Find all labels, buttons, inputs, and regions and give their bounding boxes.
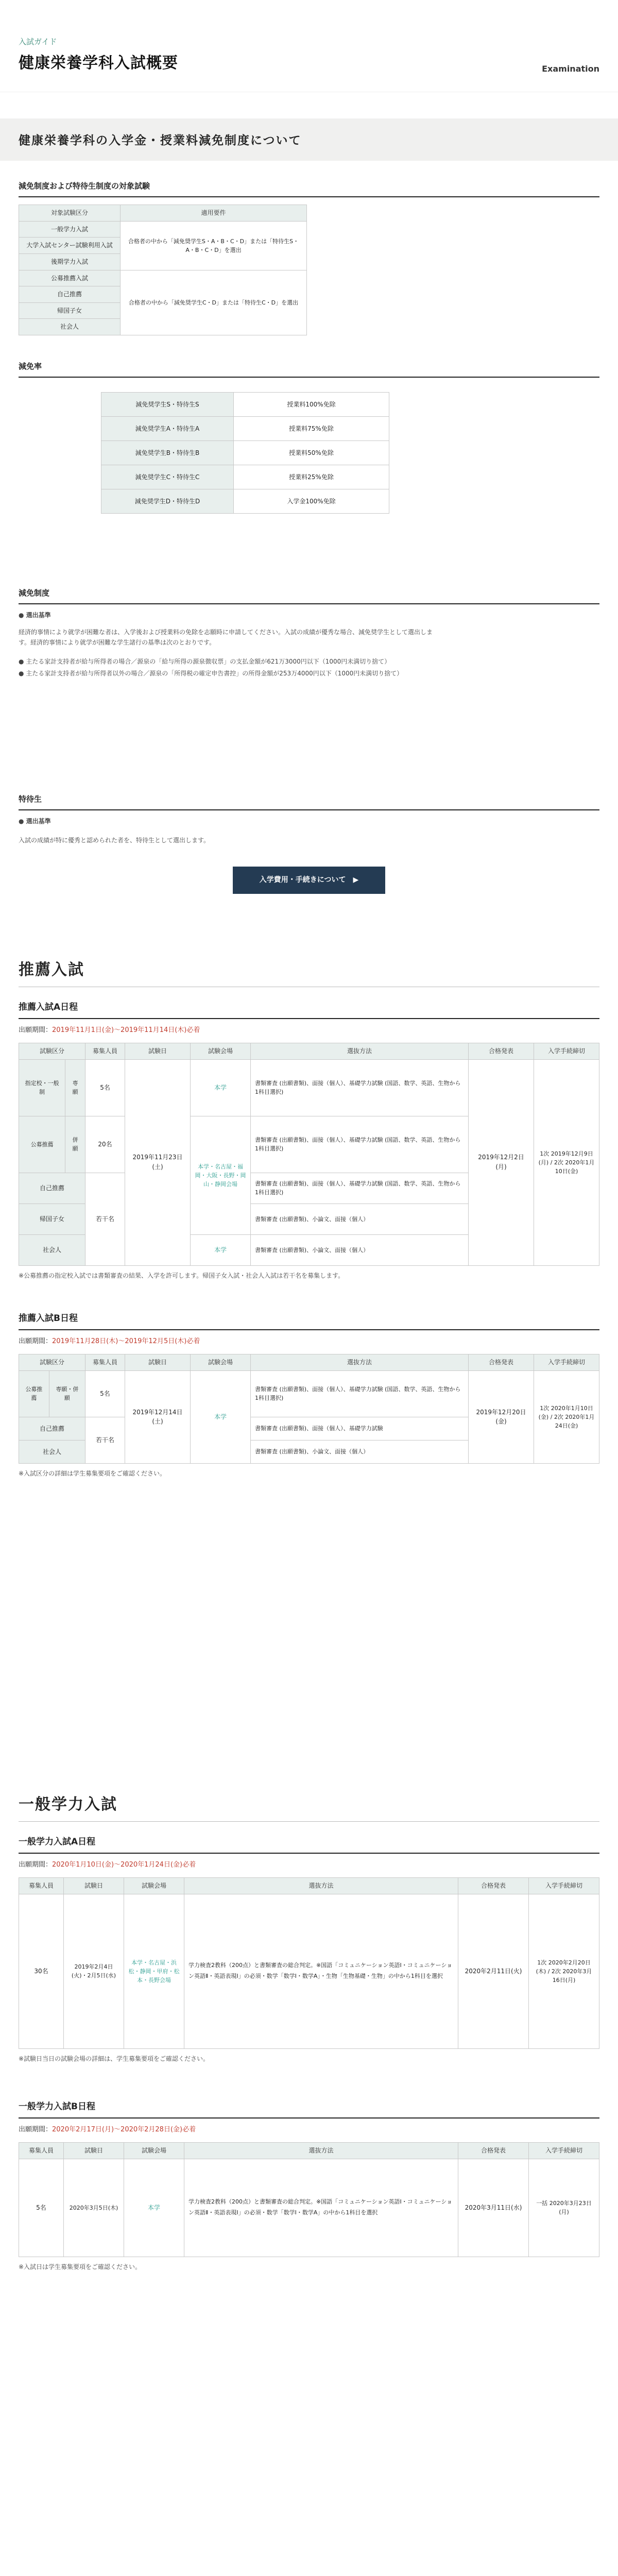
col-kaijo: 試験会場 bbox=[124, 2143, 184, 2159]
col-shime: 入学手続締切 bbox=[534, 1043, 599, 1059]
kaijo: 本学 bbox=[191, 1370, 251, 1463]
suisen-a-table bbox=[19, 1043, 599, 1266]
band-bg bbox=[0, 118, 618, 161]
suisen-a-heading: 推薦入試A日程 bbox=[19, 1002, 78, 1012]
rate-value: 授業料25%免除 bbox=[234, 465, 389, 489]
row-exam: 後期学力入試 bbox=[19, 254, 121, 270]
tokutai-criteria-label: ● 選出基準 bbox=[19, 818, 51, 825]
period-label: 出願期間： bbox=[19, 1026, 53, 1034]
exam-date: 2019年11月23日(土) bbox=[125, 1059, 191, 1265]
ninzu: 5名 bbox=[19, 2159, 64, 2257]
suisen-a-period bbox=[19, 1025, 599, 1036]
happyo: 2020年3月11日(水) bbox=[458, 2159, 529, 2257]
heading-rule bbox=[19, 196, 599, 197]
heading-rule bbox=[19, 603, 599, 604]
breadcrumb[interactable]: 入試ガイド bbox=[19, 37, 57, 46]
system-heading: 減免制度 bbox=[19, 588, 50, 598]
rate-value: 授業料50%免除 bbox=[234, 441, 389, 465]
tokutai-description: 入試の成績が特に優秀と認められた者を、特待生として選出します。 bbox=[19, 837, 210, 844]
target-exams-heading: 減免制度および特待生制度の対象試験 bbox=[19, 181, 150, 191]
system-criteria-1: ● 主たる家計支持者が給与所得者の場合／源泉の「給与所得の源泉徴収票」の支払金額が621万3000円以下（1000円未満切り捨て） bbox=[19, 657, 391, 665]
genmen-system bbox=[0, 587, 618, 679]
suisen-b-heading: 推薦入試B日程 bbox=[19, 1313, 78, 1324]
tokutai-heading: 特待生 bbox=[19, 794, 42, 804]
scholarship-heading: 健康栄養学科の入学金・授業料減免制度について bbox=[19, 134, 302, 147]
button-row bbox=[19, 867, 599, 894]
col-kubun: 試験区分 bbox=[19, 1043, 85, 1059]
suisen-b-table bbox=[19, 1354, 599, 1464]
heading-rule bbox=[19, 1853, 599, 1854]
scholarship-band bbox=[0, 118, 618, 161]
kaijo: 本学・名古屋・福岡・大阪・長野・岡山・静岡会場 bbox=[191, 1116, 251, 1234]
kaijo: 本学 bbox=[191, 1059, 251, 1116]
page-title-en: Examination bbox=[542, 64, 599, 74]
tokutai bbox=[0, 793, 618, 894]
col-happyo: 合格発表 bbox=[458, 1877, 529, 1894]
col-ninzu: 募集人員 bbox=[85, 1043, 125, 1059]
heading-rule bbox=[19, 1329, 599, 1330]
fees-procedure-button[interactable]: 入学費用・手続きについて ▶ bbox=[233, 867, 386, 894]
period-value: 2019年11月28日(木)〜2019年12月5日(木)必着 bbox=[52, 1337, 200, 1346]
col-method: 選抜方法 bbox=[184, 1877, 458, 1894]
ninzu: 20名 bbox=[85, 1116, 125, 1173]
ippan-a-note: ※試験日当日の試験会場の詳細は、学生募集要項をご確認ください。 bbox=[19, 2055, 210, 2062]
row-exam: 社会人 bbox=[19, 319, 121, 335]
suisen-b-period bbox=[19, 1336, 599, 1347]
ippan-b-period bbox=[19, 2125, 599, 2135]
happyo: 2020年2月11日(火) bbox=[458, 1894, 529, 2048]
method: 学力検査2教科（200点）と書類審査の総合判定。※国語「コミュニケーション英語Ⅰ・コミュニケーション英語Ⅱ・英語表現Ⅰ」の必須・数学「数学Ⅰ・数学A」の中から1科目を選択 bbox=[184, 2159, 458, 2257]
col-exam: 対象試験区分 bbox=[19, 205, 121, 222]
rate-type: 減免奨学生D・特待生D bbox=[101, 489, 234, 514]
ninzu: 5名 bbox=[85, 1059, 125, 1116]
kubun: 帰国子女 bbox=[19, 1204, 85, 1234]
period-value: 2020年1月10日(金)〜2020年1月24日(金)必着 bbox=[52, 1860, 196, 1869]
req-1: 合格者の中から「減免奨学生S・A・B・C・D」または「特待生S・A・B・C・D」を選出 bbox=[121, 221, 307, 270]
col-method: 選抜方法 bbox=[251, 1043, 469, 1059]
ippan-a-table bbox=[19, 1877, 599, 2049]
system-criteria-label: ● 選出基準 bbox=[19, 612, 51, 619]
req-2: 合格者の中から「減免奨学生C・D」または「特待生C・D」を選出 bbox=[121, 270, 307, 335]
ninzu: 若干名 bbox=[85, 1173, 125, 1265]
kubun: 自己推薦 bbox=[19, 1417, 85, 1440]
col-shime: 入学手続締切 bbox=[534, 1354, 599, 1371]
kubun-cat: 併願 bbox=[65, 1116, 85, 1173]
heading-rule bbox=[19, 1018, 599, 1019]
target-exams-table bbox=[19, 205, 307, 335]
happyo: 2019年12月20日(金) bbox=[469, 1370, 534, 1463]
ninzu: 5名 bbox=[85, 1370, 125, 1417]
col-req: 適用要件 bbox=[121, 205, 307, 222]
col-happyo: 合格発表 bbox=[469, 1043, 534, 1059]
exam-date: 2019年12月14日(土) bbox=[125, 1370, 191, 1463]
ninzu: 30名 bbox=[19, 1894, 64, 2048]
kubun: 公募推薦 bbox=[19, 1370, 49, 1417]
col-kaijo: 試験会場 bbox=[124, 1877, 184, 1894]
col-kubun: 試験区分 bbox=[19, 1354, 85, 1371]
kaijo: 本学・名古屋・浜松・静岡・甲府・松本・長野会場 bbox=[124, 1894, 184, 2048]
row-exam: 帰国子女 bbox=[19, 302, 121, 319]
period-label: 出願期間： bbox=[19, 1337, 53, 1346]
col-happyo: 合格発表 bbox=[469, 1354, 534, 1371]
kubun: 公募推薦 bbox=[19, 1116, 65, 1173]
kubun: 指定校・一般制 bbox=[19, 1059, 65, 1116]
kaijo: 本学 bbox=[191, 1234, 251, 1265]
genmen-heading: 減免率 bbox=[19, 362, 42, 371]
col-date: 試験日 bbox=[64, 1877, 124, 1894]
method: 書類審査 (出願書類)、小論文、面接（個人） bbox=[251, 1204, 469, 1234]
row-exam: 一般学力入試 bbox=[19, 221, 121, 238]
page-title: 健康栄養学科入試概要 bbox=[19, 54, 178, 72]
col-ninzu: 募集人員 bbox=[19, 2143, 64, 2159]
system-criteria-2: ● 主たる家計支持者が給与所得者以外の場合／源泉の「所得税の確定申告書控」の所得金額が253万4000円以下（1000円未満切り捨て） bbox=[19, 670, 403, 677]
method: 書類審査 (出願書類)、面接（個人）、基礎学力試験 (国語、数学、英語、生物から1科目選択) bbox=[251, 1059, 469, 1116]
shime: 一括 2020年3月23日(月) bbox=[529, 2159, 599, 2257]
system-description: 経済的事情により就学が困難な者は、入学後および授業料の免除を志願時に申請してください。入試の成績が優秀な場合、減免奨学生として選出します。経済的事情により就学が困難な学生諸行の基準は次のとおりです。 bbox=[19, 629, 433, 646]
happyo: 2019年12月2日(月) bbox=[469, 1059, 534, 1265]
method: 学力検査2教科（200点）と書類審査の総合判定。※国語「コミュニケーション英語Ⅰ・コミュニケーション英語Ⅱ・英語表現Ⅰ」の必須・数学「数学Ⅰ・数学A」・生物「生物基礎・生物」の中から1科目を選択 bbox=[184, 1894, 458, 2048]
ippan-section bbox=[0, 1793, 618, 2272]
col-shime: 入学手続締切 bbox=[529, 2143, 599, 2159]
rate-type: 減免奨学生C・特待生C bbox=[101, 465, 234, 489]
rate-value: 授業料100%免除 bbox=[234, 393, 389, 417]
method: 書類審査 (出願書類)、小論文、面接（個人） bbox=[251, 1234, 469, 1265]
heading-rule bbox=[19, 2117, 599, 2119]
method: 書類審査 (出願書類)、小論文、面接（個人） bbox=[251, 1440, 469, 1463]
col-shime: 入学手続締切 bbox=[529, 1877, 599, 1894]
ippan-b-heading: 一般学力入試B日程 bbox=[19, 2101, 95, 2112]
col-date: 試験日 bbox=[125, 1354, 191, 1371]
shime: 1次 2020年1月10日(金) / 2次 2020年1月24日(金) bbox=[534, 1370, 599, 1463]
ippan-heading: 一般学力入試 bbox=[19, 1795, 117, 1814]
row-exam: 公募推薦入試 bbox=[19, 270, 121, 286]
col-method: 選抜方法 bbox=[184, 2143, 458, 2159]
period-label: 出願期間： bbox=[19, 2126, 53, 2134]
kubun: 社会人 bbox=[19, 1234, 85, 1265]
kubun: 自己推薦 bbox=[19, 1173, 85, 1204]
exam-date: 2020年3月5日(木) bbox=[64, 2159, 124, 2257]
genmen-rate bbox=[0, 361, 618, 514]
kubun: 社会人 bbox=[19, 1440, 85, 1463]
col-happyo: 合格発表 bbox=[458, 2143, 529, 2159]
period-value: 2019年11月1日(金)〜2019年11月14日(木)必着 bbox=[52, 1026, 200, 1034]
col-kaijo: 試験会場 bbox=[191, 1354, 251, 1371]
col-ninzu: 募集人員 bbox=[19, 1877, 64, 1894]
rate-type: 減免奨学生S・特待生S bbox=[101, 393, 234, 417]
shime: 1次 2020年2月20日(木) / 2次 2020年3月16日(月) bbox=[529, 1894, 599, 2048]
row-exam: 自己推薦 bbox=[19, 286, 121, 303]
method: 書類審査 (出願書類)、面接（個人）、基礎学力試験 (国語、数学、英語、生物から1科目選択) bbox=[251, 1370, 469, 1417]
kubun-cat: 専願・併願 bbox=[49, 1370, 85, 1417]
suisen-a-note: ※公募推薦の指定校入試では書類審査の結果、入学を許可します。帰国子女入試・社会人入試は若干名を募集します。 bbox=[19, 1272, 345, 1279]
method: 書類審査 (出願書類)、面接（個人）、基礎学力試験 bbox=[251, 1417, 469, 1440]
suisen-heading: 推薦入試 bbox=[19, 961, 84, 979]
ippan-b-note: ※入試日は学生募集要項をご確認ください。 bbox=[19, 2263, 142, 2270]
period-label: 出願期間： bbox=[19, 1860, 53, 1869]
kubun-cat: 専願 bbox=[65, 1059, 85, 1116]
col-kaijo: 試験会場 bbox=[191, 1043, 251, 1059]
ippan-b-table bbox=[19, 2142, 599, 2257]
period-value: 2020年2月17日(月)〜2020年2月28日(金)必着 bbox=[52, 2126, 196, 2134]
col-method: 選抜方法 bbox=[251, 1354, 469, 1371]
heading-rule bbox=[19, 377, 599, 378]
ippan-a-heading: 一般学力入試A日程 bbox=[19, 1836, 96, 1847]
heading-rule bbox=[19, 809, 599, 810]
heading-rule bbox=[19, 1821, 599, 1822]
exam-date: 2019年2月4日(火)・2月5日(水) bbox=[64, 1894, 124, 2048]
col-date: 試験日 bbox=[125, 1043, 191, 1059]
col-date: 試験日 bbox=[64, 2143, 124, 2159]
rate-type: 減免奨学生A・特待生A bbox=[101, 417, 234, 441]
page-header bbox=[0, 0, 618, 92]
col-ninzu: 募集人員 bbox=[85, 1354, 125, 1371]
row-exam: 大学入試センター試験利用入試 bbox=[19, 238, 121, 254]
rate-value: 授業料75%免除 bbox=[234, 417, 389, 441]
suisen-section bbox=[0, 958, 618, 1479]
method: 書類審査 (出願書類)、面接（個人）、基礎学力試験 (国語、数学、英語、生物から1科目選択) bbox=[251, 1173, 469, 1204]
rate-type: 減免奨学生B・特待生B bbox=[101, 441, 234, 465]
target-exams bbox=[0, 180, 618, 335]
rate-value: 入学金100%免除 bbox=[234, 489, 389, 514]
kaijo: 本学 bbox=[124, 2159, 184, 2257]
genmen-table bbox=[101, 392, 389, 514]
ippan-a-period bbox=[19, 1860, 599, 1870]
suisen-b-note: ※入試区分の詳細は学生募集要項をご確認ください。 bbox=[19, 1469, 166, 1477]
ninzu: 若干名 bbox=[85, 1417, 125, 1463]
method: 書類審査 (出願書類)、面接（個人）、基礎学力試験 (国語、数学、英語、生物から1科目選択) bbox=[251, 1116, 469, 1173]
shime: 1次 2019年12月9日(月) / 2次 2020年1月10日(金) bbox=[534, 1059, 599, 1265]
